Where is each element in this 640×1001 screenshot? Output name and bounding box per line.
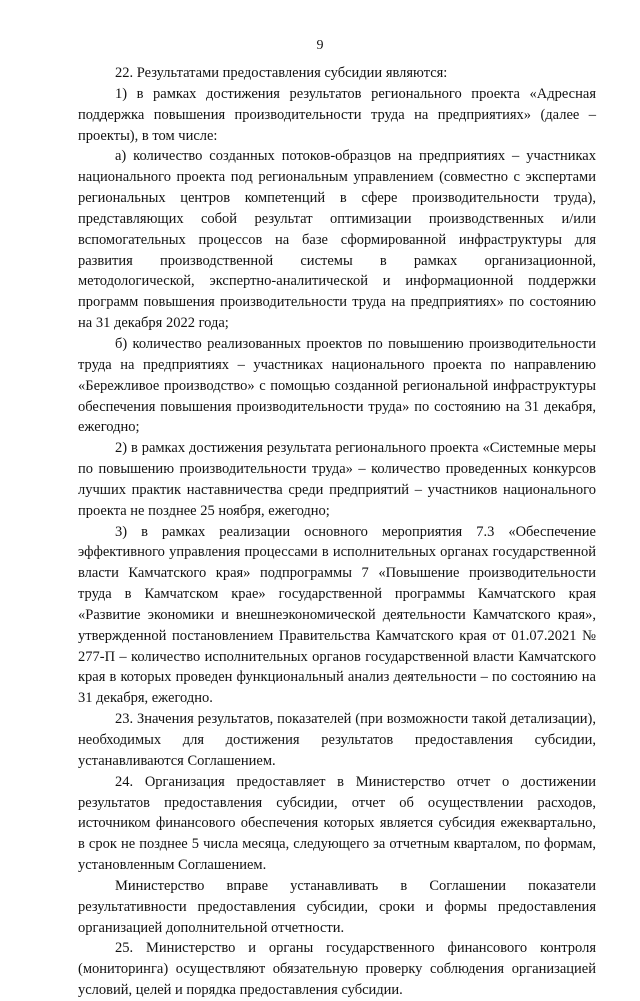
paragraph-22-item-1: 1) в рамках достижения результатов регионального проекта «Адресная поддержка повышения производительности труда на предприятиях» (далее – проекты), в том числе: [78, 85, 596, 144]
paragraph-22-item-1a: а) количество созданных потоков-образцов на предприятиях – участниках национального проекта под региональным управлением (совместно с экспертами региональных центров компетенций в сфере производительности труда), представляющих собой результат оптимизации производственных и/или вспомогательных процессов на базе сформированной инфраструктуры для развития производственной системы в рамках организационной, методологической, экспертно-аналитической и информационной поддержки программ повышения производительности труда на предприятиях» по состоянию на 31 декабря 2022 года; [78, 148, 596, 332]
paragraph-24-ministry-rights: Министерство вправе устанавливать в Соглашении показатели результативности предоставления субсидии, сроки и формы предоставления организацией дополнительной отчетности. [78, 877, 596, 936]
paragraph-22: 22. Результатами предоставления субсидии являются: [115, 65, 448, 81]
document-body [78, 63, 596, 1001]
paragraph-22-item-2: 2) в рамках достижения результата регионального проекта «Системные меры по повышению производительности труда» – количество проведенных конкурсов лучших практик наставничества среди предприятий – участников национального проекта не позднее 25 ноября, ежегодно; [78, 440, 596, 519]
page-number: 9 [316, 38, 324, 53]
paragraph-24: 24. Организация предоставляет в Министерство отчет о достижении результатов предоставления субсидии, отчет об осуществлении расходов, источником финансового обеспечения которых является субсидия ежеквартально, в срок не позднее 5 числа месяца, следующего за отчетным кварталом, по формам, установленным Соглашением. [78, 773, 596, 874]
paragraph-22-item-3: 3) в рамках реализации основного мероприятия 7.3 «Обеспечение эффективного управления процессами в исполнительных органах государственной власти Камчатского края» подпрограммы 7 «Повышение производительности труда в Камчатском крае» государственной программы Камчатского края «Развитие экономики и внешнеэкономической деятельности Камчатского края», утвержденной постановлением Правительства Камчатского края от 01.07.2021 № 277-П – количество исполнительных органов государственной власти Камчатского края в которых проведен функциональный анализ деятельности – по состоянию на 31 декабря, ежегодно. [78, 523, 596, 707]
paragraph-25: 25. Министерство и органы государственного финансового контроля (мониторинга) осуществляют обязательную проверку соблюдения организацией условий, целей и порядка предоставления субсидии. [78, 940, 596, 999]
paragraph-23: 23. Значения результатов, показателей (при возможности такой детализации), необходимых для достижения результатов предоставления субсидии, устанавливаются Соглашением. [78, 711, 596, 769]
paragraph-22-item-1b: б) количество реализованных проектов по повышению производительности труда на предприятиях – участниках национального проекта по направлению «Бережливое производство» с помощью созданной региональной инфраструктуры обеспечения повышения производительности труда» по состоянию на 31 декабря, ежегодно; [78, 335, 596, 436]
